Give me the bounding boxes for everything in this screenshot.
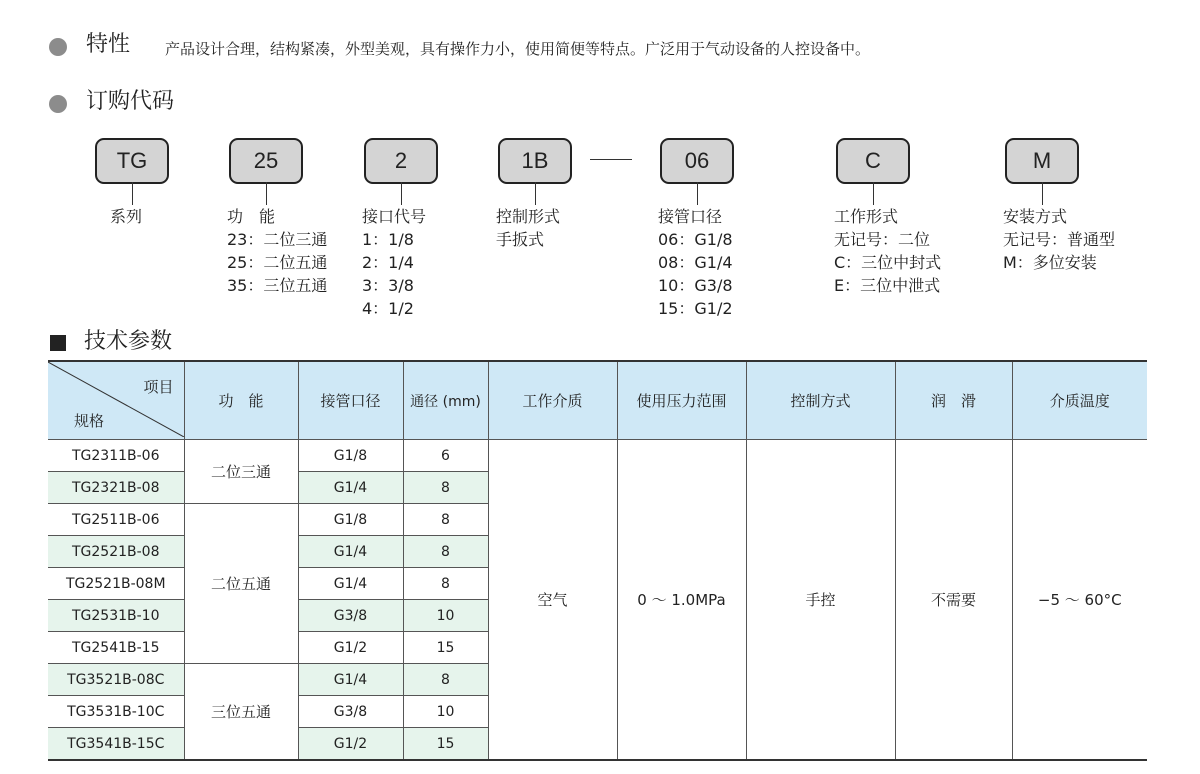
port-cell: G1/8: [298, 440, 403, 472]
col-header: 功 能: [184, 361, 298, 440]
bore-cell: 10: [403, 696, 488, 728]
code-box: C: [836, 138, 910, 184]
bore-cell: 6: [403, 440, 488, 472]
col-header: 使用压力范围: [617, 361, 746, 440]
ordering-title: 订购代码: [86, 89, 175, 114]
medium-cell: 空气: [488, 440, 617, 761]
code-option: 4：1/2: [362, 299, 414, 318]
bore-cell: 8: [403, 568, 488, 600]
bore-cell: 15: [403, 728, 488, 761]
bullet-icon: [49, 95, 67, 113]
port-cell: G3/8: [298, 600, 403, 632]
code-option: 35：三位五通: [227, 276, 328, 295]
col-header: 通径 (mm): [403, 361, 488, 440]
features-text: 产品设计合理，结构紧凑，外型美观，具有操作力小，使用简便等特点。广泛用于气动设备的人控设备中。: [165, 40, 871, 58]
code-box: 25: [229, 138, 303, 184]
model-cell: TG2541B-15: [48, 632, 184, 664]
bore-cell: 8: [403, 664, 488, 696]
code-legend-title: 接管口径: [658, 207, 723, 226]
port-cell: G1/2: [298, 728, 403, 761]
code-legend: [1003, 205, 1115, 274]
bore-cell: 10: [403, 600, 488, 632]
col-header: 工作介质: [488, 361, 617, 440]
col-header: 接管口径: [298, 361, 403, 440]
features-title: 特性: [86, 32, 131, 57]
code-legend-title: 接口代号: [362, 207, 427, 226]
col-header: 介质温度: [1012, 361, 1147, 440]
code-legend-title: 工作形式: [834, 207, 899, 226]
code-option: 手扳式: [496, 230, 545, 249]
code-option: 无记号：普通型: [1003, 230, 1116, 249]
code-box: M: [1005, 138, 1079, 184]
port-cell: G1/4: [298, 568, 403, 600]
bore-cell: 8: [403, 504, 488, 536]
connector-line: [132, 182, 133, 205]
model-cell: TG2521B-08M: [48, 568, 184, 600]
bore-cell: 8: [403, 536, 488, 568]
code-legend: [227, 205, 327, 297]
bore-cell: 8: [403, 472, 488, 504]
connector-line: [873, 182, 874, 205]
header-diagonal-cell: [48, 361, 184, 440]
code-box: 2: [364, 138, 438, 184]
specs-table: [48, 360, 1147, 761]
square-bullet-icon: [50, 335, 66, 351]
port-cell: G1/4: [298, 664, 403, 696]
code-legend: [110, 205, 142, 228]
code-option: 08：G1/4: [658, 253, 733, 272]
code-legend-title: 安装方式: [1003, 207, 1068, 226]
bore-cell: 15: [403, 632, 488, 664]
code-option: E：三位中泄式: [834, 276, 941, 295]
code-option: 15：G1/2: [658, 299, 733, 318]
code-legend-title: 功 能: [227, 207, 276, 226]
port-cell: G1/4: [298, 536, 403, 568]
port-cell: G1/8: [298, 504, 403, 536]
connector-line: [401, 182, 402, 205]
code-option: 23：二位三通: [227, 230, 328, 249]
model-cell: TG2531B-10: [48, 600, 184, 632]
control-cell: 手控: [746, 440, 895, 761]
port-cell: G1/4: [298, 472, 403, 504]
table-row: [48, 440, 1147, 472]
dash-separator: [590, 159, 632, 160]
function-cell: 二位三通: [184, 440, 298, 504]
model-cell: TG3521B-08C: [48, 664, 184, 696]
code-legend: [362, 205, 426, 320]
pressure-cell: 0 ～ 1.0MPa: [617, 440, 746, 761]
code-legend: [658, 205, 733, 320]
function-cell: 二位五通: [184, 504, 298, 664]
col-header: 润 滑: [895, 361, 1012, 440]
model-cell: TG2511B-06: [48, 504, 184, 536]
code-option: 无记号：二位: [834, 230, 931, 249]
port-cell: G3/8: [298, 696, 403, 728]
model-cell: TG2321B-08: [48, 472, 184, 504]
model-cell: TG3541B-15C: [48, 728, 184, 761]
specs-title: 技术参数: [84, 329, 173, 354]
code-option: 25：二位五通: [227, 253, 328, 272]
port-cell: G1/2: [298, 632, 403, 664]
function-cell: 三位五通: [184, 664, 298, 761]
code-option: 3：3/8: [362, 276, 414, 295]
header-model: 规格: [74, 412, 105, 430]
code-box: 1B: [498, 138, 572, 184]
code-legend-title: 系列: [110, 207, 143, 226]
connector-line: [697, 182, 698, 205]
code-legend: [834, 205, 941, 297]
code-option: 06：G1/8: [658, 230, 733, 249]
connector-line: [1042, 182, 1043, 205]
bullet-icon: [49, 38, 67, 56]
connector-line: [266, 182, 267, 205]
connector-line: [535, 182, 536, 205]
model-cell: TG2521B-08: [48, 536, 184, 568]
code-box: TG: [95, 138, 169, 184]
code-option: M：多位安装: [1003, 253, 1097, 272]
code-option: 10：G3/8: [658, 276, 733, 295]
code-option: 2：1/4: [362, 253, 414, 272]
temperature-cell: −5 ～ 60°C: [1012, 440, 1147, 761]
col-header: 控制方式: [746, 361, 895, 440]
code-legend-title: 控制形式: [496, 207, 561, 226]
code-legend: [496, 205, 560, 251]
code-box: 06: [660, 138, 734, 184]
model-cell: TG2311B-06: [48, 440, 184, 472]
lubrication-cell: 不需要: [895, 440, 1012, 761]
code-option: 1：1/8: [362, 230, 414, 249]
model-cell: TG3531B-10C: [48, 696, 184, 728]
code-option: C：三位中封式: [834, 253, 942, 272]
header-item: 项目: [143, 378, 174, 396]
